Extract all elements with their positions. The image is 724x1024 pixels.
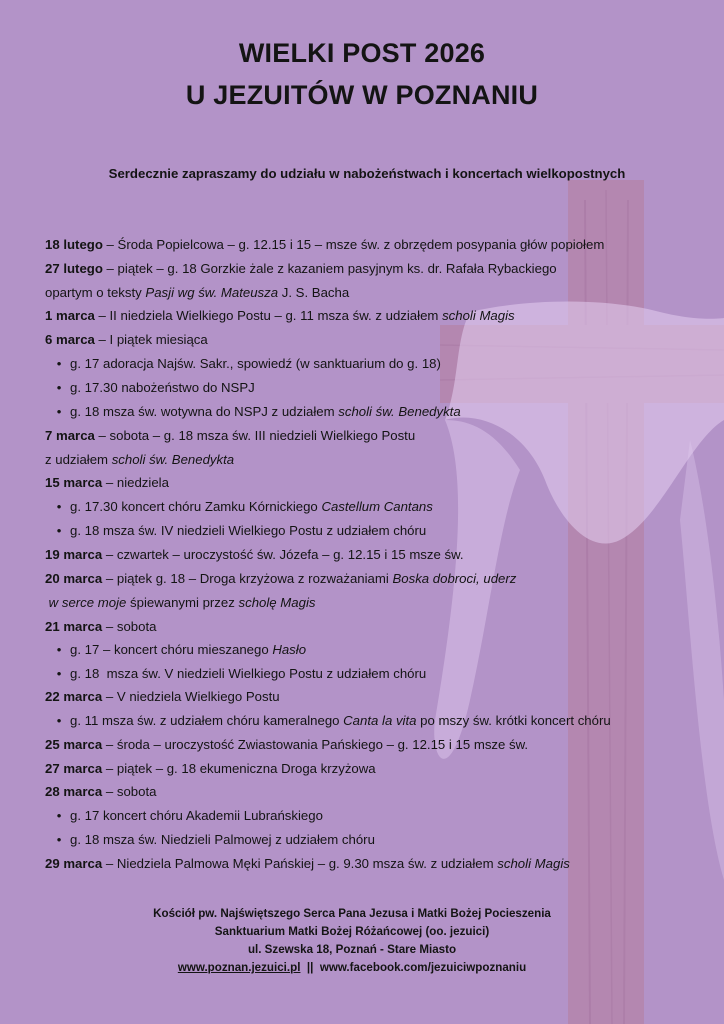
schedule-line-29-mar: 29 marca – Niedziela Palmowa Męki Pańskiej – g. 9.30 msza św. z udziałem scholi Magis — [45, 856, 570, 871]
date-label: 25 marca — [45, 737, 103, 752]
date-label: 19 marca — [45, 547, 103, 562]
bullet-icon: • — [56, 642, 62, 657]
footer-church-name: Kościół pw. Najświętszego Serca Pana Jezusa i Matki Bożej Pocieszenia — [153, 907, 551, 920]
schedule-bullet-item: • g. 17 – koncert chóru mieszanego Hasło — [45, 642, 705, 658]
bullet-icon: • — [56, 713, 62, 728]
link-separator: || — [300, 961, 320, 974]
schedule-bullet-item: • g. 17 adoracja Najśw. Sakr., spowiedź (w sanktuarium do g. 18) — [45, 356, 705, 372]
page-title-line-2: U JEZUITÓW W POZNANIU — [185, 80, 539, 110]
schedule-line-15-mar: 15 marca – niedziela — [45, 475, 169, 490]
schedule-line-1-mar: 1 marca – II niedziela Wielkiego Postu – g. 11 msza św. z udziałem scholi Magis — [45, 308, 515, 323]
date-label: 22 marca — [45, 689, 103, 704]
invitation-subtitle: Serdecznie zapraszamy do udziału w nabożeństwach i koncertach wielkopostnych — [108, 166, 626, 181]
date-label: 15 marca — [45, 475, 103, 490]
date-label: 21 marca — [45, 619, 103, 634]
schedule-bullet-item: • g. 18 msza św. Niedzieli Palmowej z udziałem chóru — [45, 832, 705, 848]
date-label: 28 marca — [45, 784, 103, 799]
schedule-line-27-feb: 27 lutego – piątek – g. 18 Gorzkie żale z kazaniem pasyjnym ks. dr. Rafała Rybackiego — [45, 261, 557, 276]
date-label: 1 marca — [45, 308, 95, 323]
schedule-line-20-mar-cont: w serce moje śpiewanymi przez scholę Magis — [48, 595, 316, 610]
date-label: 29 marca — [45, 856, 103, 871]
bullet-icon: • — [56, 808, 62, 823]
date-label: 27 lutego — [45, 261, 103, 276]
bullet-icon: • — [56, 404, 62, 419]
schedule-line-21-mar: 21 marca – sobota — [45, 619, 157, 634]
schedule-line-7-mar: 7 marca – sobota – g. 18 msza św. III niedzieli Wielkiego Postu — [45, 428, 416, 443]
bullet-icon: • — [56, 356, 62, 371]
date-label: 27 marca — [45, 761, 103, 776]
page-title-line-1: WIELKI POST 2026 — [238, 38, 486, 68]
schedule-bullet-item: • g. 17.30 koncert chóru Zamku Kórnickiego Castellum Cantans — [45, 499, 705, 515]
footer-links — [0, 961, 704, 975]
schedule-line-27-feb-cont: opartym o teksty Pasji wg św. Mateusza J. S. Bacha — [45, 285, 350, 300]
bullet-icon: • — [56, 666, 62, 681]
schedule-bullet-item: • g. 18 msza św. IV niedzieli Wielkiego Postu z udziałem chóru — [45, 523, 705, 539]
schedule-line-25-mar: 25 marca – środa – uroczystość Zwiastowania Pańskiego – g. 12.15 i 15 msze św. — [45, 737, 529, 752]
website-link[interactable]: www.poznan.jezuici.pl — [177, 961, 301, 974]
schedule-line-20-mar: 20 marca – piątek g. 18 – Droga krzyżowa z rozważaniami Boska dobroci, uderz — [45, 571, 517, 586]
schedule-line-28-mar: 28 marca – sobota — [45, 784, 157, 799]
date-label: 7 marca — [45, 428, 95, 443]
bullet-icon: • — [56, 380, 62, 395]
schedule-line-18-feb: 18 lutego – Środa Popielcowa – g. 12.15 i 15 – msze św. z obrzędem posypania głów popiołem — [45, 237, 605, 252]
bullet-icon: • — [56, 523, 62, 538]
schedule-bullet-item: • g. 17 koncert chóru Akademii Lubrańskiego — [45, 808, 705, 824]
facebook-link[interactable]: www.facebook.com/jezuiciwpoznaniu — [319, 961, 527, 974]
schedule-bullet-item: • g. 11 msza św. z udziałem chóru kameralnego Canta la vita po mszy św. krótki koncert chóru — [45, 713, 705, 729]
schedule-line-22-mar: 22 marca – V niedziela Wielkiego Postu — [45, 689, 280, 704]
schedule-line-7-mar-cont: z udziałem scholi św. Benedykta — [45, 452, 235, 467]
bullet-icon: • — [56, 499, 62, 514]
schedule-line-19-mar: 19 marca – czwartek – uroczystość św. Józefa – g. 12.15 i 15 msze św. — [45, 547, 464, 562]
schedule-bullet-item: • g. 18 msza św. wotywna do NSPJ z udziałem scholi św. Benedykta — [45, 404, 705, 420]
footer-sanctuary-name: Sanktuarium Matki Bożej Różańcowej (oo. jezuici) — [214, 925, 490, 938]
footer-address: ul. Szewska 18, Poznań - Stare Miasto — [247, 943, 457, 956]
schedule-line-27-mar: 27 marca – piątek – g. 18 ekumeniczna Droga krzyżowa — [45, 761, 376, 776]
date-label: 6 marca — [45, 332, 95, 347]
bullet-icon: • — [56, 832, 62, 847]
schedule-bullet-item: • g. 18 msza św. V niedzieli Wielkiego Postu z udziałem chóru — [45, 666, 705, 682]
schedule-bullet-item: • g. 17.30 nabożeństwo do NSPJ — [45, 380, 705, 396]
schedule-line-6-mar: 6 marca – I piątek miesiąca — [45, 332, 208, 347]
date-label: 20 marca — [45, 571, 103, 586]
date-label: 18 lutego — [45, 237, 103, 252]
